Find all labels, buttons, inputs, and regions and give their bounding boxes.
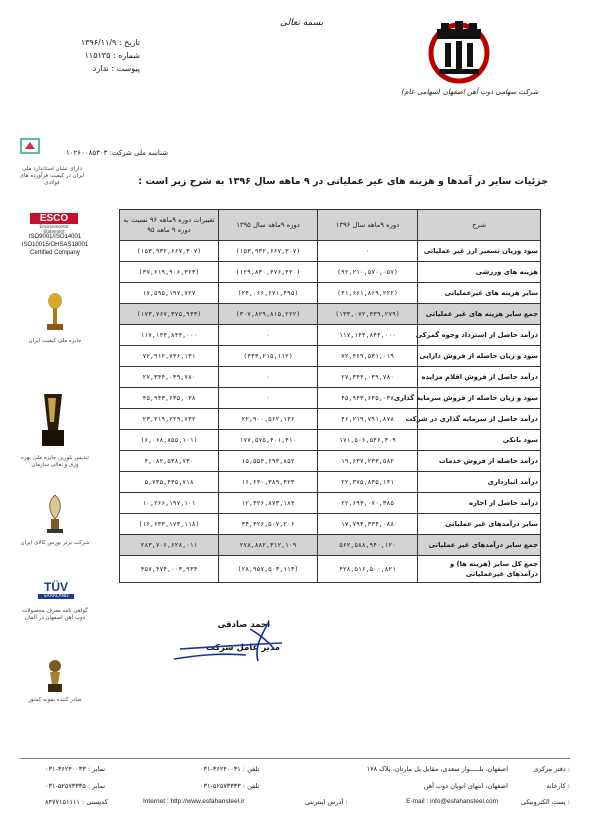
cell-period-1395: ۳۴,۴۲۶,۵۰۷,۲۰۶ [219,514,318,535]
table-header-row [120,210,541,241]
cell-period-1395: ۲۲,۹۰۰,۵۶۲,۱۴۶ [219,409,318,430]
table-row [120,556,541,583]
table-row [120,493,541,514]
cell-period-1396: (۱۳۳,۰۷۲,۴۳۹,۲۷۹) [318,304,418,325]
esco-logo [30,213,78,234]
factory-label: کارخانه : [546,782,570,790]
cell-change: (۶,۰۶۸,۸۵۵,۱۰۱) [120,430,219,451]
cell-period-1395: (۳۰۷,۸۲۹,۸۱۵,۲۲۲) [219,304,318,325]
cell-period-1395: (۱۵۳,۹۳۲,۶۶۷,۳۰۷) [219,241,318,262]
cell-description: سایر درآمدهای غیر عملیاتی [418,514,541,535]
table-row [120,367,541,388]
stock-exchange-award-icon [42,493,68,535]
header-description: شرح [418,210,541,241]
cell-description: جمع کل سایر (هزینه ها) و درآمدهای غیرعملیاتی [418,556,541,583]
cell-period-1396: (۴۱,۶۶۱,۸۶۹,۲۲۲) [318,283,418,304]
award-standard-text: دارای نشان استاندارد ملی ایران در کیفیت فرآورده های فولادی [19,166,85,186]
tuv-award-text: گواهی نامه معرف محصولات ذوب آهن اصفهان در آلمان [22,608,88,621]
cell-period-1396: ۱۷,۷۹۳,۳۳۴,۰۸۸ [318,514,418,535]
cell-description: درآمد حاصل از استرداد وجوه گمرکی [418,325,541,346]
national-id: شناسه ملی شرکت: ۱۰۲۶۰۰۸۵۳۰۳ [66,149,168,157]
web-label: آدرس اینترنتی : [305,798,348,806]
table-row [120,430,541,451]
cell-change: ۱۱۷,۱۴۴,۸۴۴,۰۰۰ [120,325,219,346]
cell-period-1395: ۱۲,۴۲۶,۸۷۳,۱۸۴ [219,493,318,514]
header-change: تغییرات دوره ۹ماهه ۹۶ نسبت به دوره ۹ ماهه ۹۵ [120,210,219,241]
cell-period-1396: ۵۶۲,۵۸۸,۹۴۰,۱۲۰ [318,535,418,556]
cell-description: سایر هزینه های غیرعملیاتی [418,283,541,304]
number-label: شماره : [112,51,140,60]
header-period-1395: دوره ۹ماهه سال ۱۳۹۵ [219,210,318,241]
cell-period-1395: ۰ [219,388,318,409]
cell-description: هزینه های ورزشی [418,262,541,283]
attachment-value: ندارد [92,64,109,73]
table-row [120,451,541,472]
cell-period-1395: ۱۷۷,۵۷۵,۴۰۱,۴۱۰ [219,430,318,451]
cell-period-1395: ۲۷۸,۸۸۲,۳۱۲,۱۰۹ [219,535,318,556]
email-link[interactable]: E-mail : info@esfahansteel.com [406,798,498,805]
company-logo [423,15,495,85]
footer-row-factory [25,782,570,794]
table-row [120,283,541,304]
quality-award-icon [42,292,68,336]
cell-change: (۳۷,۶۱۹,۹۰۶,۳۶۳) [120,262,219,283]
esco-logo-text: ESCO [30,213,78,224]
factory-fax: نمابر : ۵۲۵۷۳۳۳۵-۰۳۱ [45,782,106,790]
financial-table [119,209,541,583]
cell-period-1395: (۲۸,۹۵۷,۵۰۳,۱۱۳) [219,556,318,583]
table-row [120,262,541,283]
table-row [120,304,541,325]
cell-description: درآمد حاصل از فروش اقلام مزایده [418,367,541,388]
cell-period-1395: (۲۴,۰۶۶,۶۷۱,۴۹۵) [219,283,318,304]
iso-certifications [15,233,95,257]
table-row [120,346,541,367]
table-row [120,535,541,556]
tuv-logo-text: TÜV [44,580,68,594]
cell-period-1395: (۴۴۳,۲۱۵,۱۱۲) [219,346,318,367]
cell-description: درآمد حاصل از سرمایه گذاری در شرکت [418,409,541,430]
table-row [120,325,541,346]
cell-change: ۱۰,۲۶۶,۱۹۷,۱۰۱ [120,493,219,514]
cell-description: سود بانکی [418,430,541,451]
cell-period-1396: (۹۲,۲۱۰,۵۷۰,۰۵۷) [318,262,418,283]
basmala: بسمه تعالی [280,18,324,28]
cell-period-1396: ۴۶,۲۱۹,۷۹۱,۸۷۸ [318,409,418,430]
cell-change: ۴۵۷,۴۷۴,۰۰۳,۹۳۴ [120,556,219,583]
iso-line-2: ISO10015/OHSAS18001 [21,242,89,248]
stock-exchange-award-text: شرکت برتر بورس کالای ایران [20,540,90,546]
hq-label: دفتر مرکزی : [533,765,570,773]
website-link[interactable]: Internet : http://www.esfahansteel.ir [143,798,245,805]
productivity-trophy-icon [36,392,70,450]
handwritten-signature [150,615,300,675]
table-row [120,409,541,430]
productivity-award-text: تندیس بلورین جایزه ملی بهره وری و تعالی سازمان [20,455,90,468]
cell-change: ۲۸۳,۷۰۶,۶۲۸,۰۱۱ [120,535,219,556]
cell-change: ۲۳,۳۱۹,۲۲۹,۷۳۲ [120,409,219,430]
cell-description: سود وزیان تسعیر ارز غیر عملیاتی [418,241,541,262]
cell-period-1395: (۱۲۹,۸۳۰,۴۷۶,۴۲۰) [219,262,318,283]
iso-line-3: Certified Company [30,250,80,256]
exporter-award-icon [44,658,66,694]
tuv-logo-sub: SAARLAND [38,594,74,599]
quality-award-text: جایزه ملی کیفیت ایران [28,338,82,344]
document-title: جزئیات سایر در آمدها و هزینه های غیر عملیاتی در ۹ ماهه سال ۱۳۹۶ به شرح زیر است : [138,176,548,187]
cell-description: درآمد حاصل از اجاره [418,493,541,514]
header-meta [50,36,140,75]
cell-period-1395: ۰ [219,325,318,346]
cell-description: سود و زیان حاصله از فروش دارایی [418,346,541,367]
esco-logo-sub: Environmental Statement [39,224,69,234]
table-row [120,514,541,535]
hq-fax: نمابر : ۳۶۲۴۰۰۳۳-۰۳۱ [45,765,106,773]
number-value: ۱۱۵۱۳۵ [84,51,111,60]
date-value: ۱۳۹۶/۱۱/۹ [80,38,117,47]
cell-change: ۱۷,۵۹۵,۱۹۷,۷۲۷ [120,283,219,304]
cell-period-1395: ۱۵,۵۵۴,۶۹۳,۸۵۲ [219,451,318,472]
cell-description: سود و زیان حاصله از فروش سرمایه گذاری [418,388,541,409]
cell-change: ۲۷,۳۴۴,۰۳۹,۷۸۰ [120,367,219,388]
cell-change: ۴۵,۹۴۳,۶۳۵,۰۳۸ [120,388,219,409]
signatory-name: احمد صادقی [217,620,270,630]
cell-period-1396: ۴۵,۹۴۳,۶۳۵,۰۳۸ [318,388,418,409]
cell-change: (۱۶,۶۳۳,۱۷۳,۱۱۸) [120,514,219,535]
footer-divider [20,758,570,759]
cell-period-1396: ۷۲,۴۶۹,۵۳۱,۰۱۹ [318,346,418,367]
cell-period-1396: ۱۹,۶۳۷,۲۳۳,۵۸۲ [318,451,418,472]
standard-mark-icon [20,138,40,154]
cell-period-1396: ۲۲,۳۷۵,۸۳۵,۱۴۱ [318,472,418,493]
iso-line-1: ISO9001/ISO14001 [28,234,82,240]
table-row [120,388,541,409]
cell-change: ۵,۷۳۵,۴۴۵,۷۱۸ [120,472,219,493]
cell-description: جمع سایر هزینه های غیر عملیاتی [418,304,541,325]
hq-address: اصفهان، بلـــــوار سعدی، مقابل پل مارنان، پلاک ۱۷۸ [366,765,508,773]
attachment-label: پیوست : [111,64,140,73]
cell-period-1396: ۱۱۷,۱۴۴,۸۴۴,۰۰۰ [318,325,418,346]
table-row [120,472,541,493]
signatory-role: مدیر عامل شرکت [205,643,280,653]
header-period-1396: دوره ۹ماهه سال ۱۳۹۶ [318,210,418,241]
cell-change: (۱۵۳,۹۳۲,۶۶۷,۳۰۷) [120,241,219,262]
hq-phone: تلفن : ۳۶۲۴۰۰۳۱-۰۳۱ [200,765,260,773]
cell-period-1396: ۲۲,۶۹۳,۰۷۰,۳۸۵ [318,493,418,514]
cell-period-1396: ۰ [318,241,418,262]
date-label: تاریخ : [118,38,140,47]
footer-row-hq [25,765,570,777]
cell-period-1395: ۰ [219,367,318,388]
cell-description: درآمد انبارداری [418,472,541,493]
cell-description: جمع سایر درآمدهای غیر عملیاتی [418,535,541,556]
footer-row-contact [25,798,570,810]
signature-block [150,615,300,675]
postal-code: کدپستی : ۸۴۷۷۱۵۱۱۱۱ [45,798,108,806]
exporter-award-text: صادر کننده نمونه کشور [28,697,82,703]
cell-period-1396: ۱۷۱,۵۰۶,۵۴۶,۳۰۹ [318,430,418,451]
tuv-logo [38,580,74,599]
company-name: شرکت سهامی ذوب آهن اصفهان (سهامی عام) [401,88,539,96]
factory-address: اصفهان، انتهای اتوبان ذوب آهن [423,782,508,790]
cell-description: درآمد حاصله از فروش خدمات [418,451,541,472]
table-row [120,241,541,262]
factory-phone: تلفن : ۵۲۵۷۳۳۳۳-۰۳۱ [200,782,260,790]
cell-change: (۱۷۳,۷۶۷,۳۷۵,۹۴۳) [120,304,219,325]
cell-period-1396: ۴۲۸,۵۱۶,۵۰۰,۸۲۱ [318,556,418,583]
cell-period-1395: ۱۶,۶۴۰,۳۸۹,۴۲۳ [219,472,318,493]
cell-change: ۷۲,۹۱۲,۷۴۶,۱۳۱ [120,346,219,367]
email-label: پست الکترونیکی : [520,798,570,806]
cell-period-1396: ۲۷,۳۴۴,۰۳۹,۷۸۰ [318,367,418,388]
cell-change: ۴,۰۸۲,۵۳۸,۷۳۰ [120,451,219,472]
